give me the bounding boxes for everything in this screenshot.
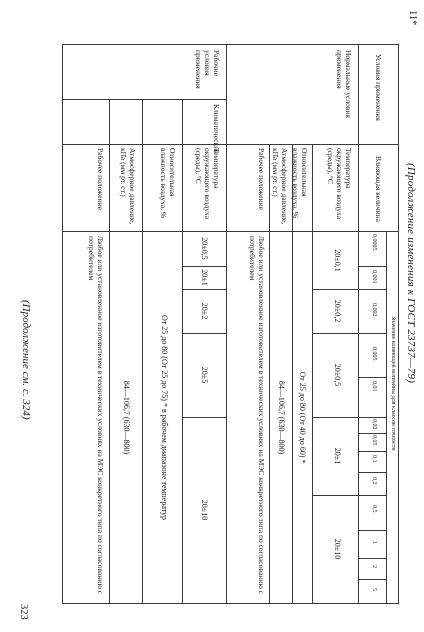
value-cell: 20±5: [200, 366, 209, 384]
class-label: 0,05: [371, 435, 377, 446]
value-cell: 20±1: [333, 447, 342, 465]
value-cell: 84—106,7 (630—800): [122, 380, 131, 455]
class-label: 0,01: [371, 381, 377, 392]
class-label: 2: [371, 565, 377, 568]
value-cell: От 25 до 80 (От 40 до 60) *: [298, 371, 307, 464]
value-cell: 20±10: [333, 538, 342, 560]
row-label-humidity: Относительная влажность воздуха, %: [291, 148, 309, 219]
row-label-humidity: Относительная влажность воздуха, %: [159, 148, 177, 219]
standards-table: [62, 44, 399, 604]
value-cell: 84—106,7 (630—800): [277, 380, 286, 455]
class-label: 0,5: [371, 505, 377, 513]
value-cell: 20±0,5: [200, 237, 209, 260]
climatic-label: Климатические: [212, 104, 221, 154]
class-label: 0,0005: [371, 234, 377, 251]
value-cell: Любое или установленное изготовителем в технических условиях на МЭС конкретного типа по согласованию с потребителем: [248, 236, 266, 595]
working-conditions-label: Рабочие условия применения: [194, 50, 221, 89]
row-label-temperature: Температура окружающего воздуха (среды), °С: [194, 148, 221, 220]
page-mark: 11*: [407, 10, 418, 26]
value-cell: 20±0,1: [333, 249, 342, 272]
value-cell: 20±2: [200, 302, 209, 320]
col-header-conditions: Условия применения: [374, 54, 383, 121]
row-label-pressure: Атмосферное давление, кПа (мм рт. ст.): [119, 148, 137, 225]
class-label: 0,005: [371, 347, 377, 361]
row-label-position: Рабочее положение: [96, 148, 105, 210]
class-label: 0,002: [371, 303, 377, 317]
class-label: 1: [371, 541, 377, 544]
value-cell: 20±1: [200, 269, 209, 286]
class-label: 0,2: [371, 477, 377, 485]
normal-conditions-label: Нормальные условия применения: [335, 50, 353, 118]
value-cell: 20±10: [200, 499, 209, 521]
continuation-title: (Продолжение изменения к ГОСТ 23737—79): [405, 163, 417, 384]
col-header-span: Значение влияющей величины для классов точности: [390, 316, 396, 451]
continued-note: (Продолжение см. с. 324): [20, 300, 32, 420]
value-cell: От 25 до 80 (От 25 до 75) * в рабочем диапазоне температур: [160, 314, 169, 521]
value-cell: 20±0,5: [333, 363, 342, 387]
col-header-influence: Влияющая величина: [374, 156, 383, 222]
row-label-temperature: Температура окружающего воздуха (среды), °С: [326, 148, 353, 220]
value-cell: 20±0,2: [333, 299, 342, 323]
class-label: 0,001: [371, 270, 377, 284]
row-label-position: Рабочее положение: [257, 148, 266, 210]
class-label: 0,1: [371, 455, 377, 463]
value-cell: Любое или установленное изготовителем в технических условиях на МЭС конкретного типа по согласованию с потребителем: [87, 236, 105, 595]
row-label-pressure: Атмосферное давление, кПа (мм рт. ст.): [271, 148, 289, 225]
class-label: 5: [371, 588, 377, 591]
class-label: 0,02: [371, 419, 377, 430]
page-number: 323: [18, 604, 29, 620]
